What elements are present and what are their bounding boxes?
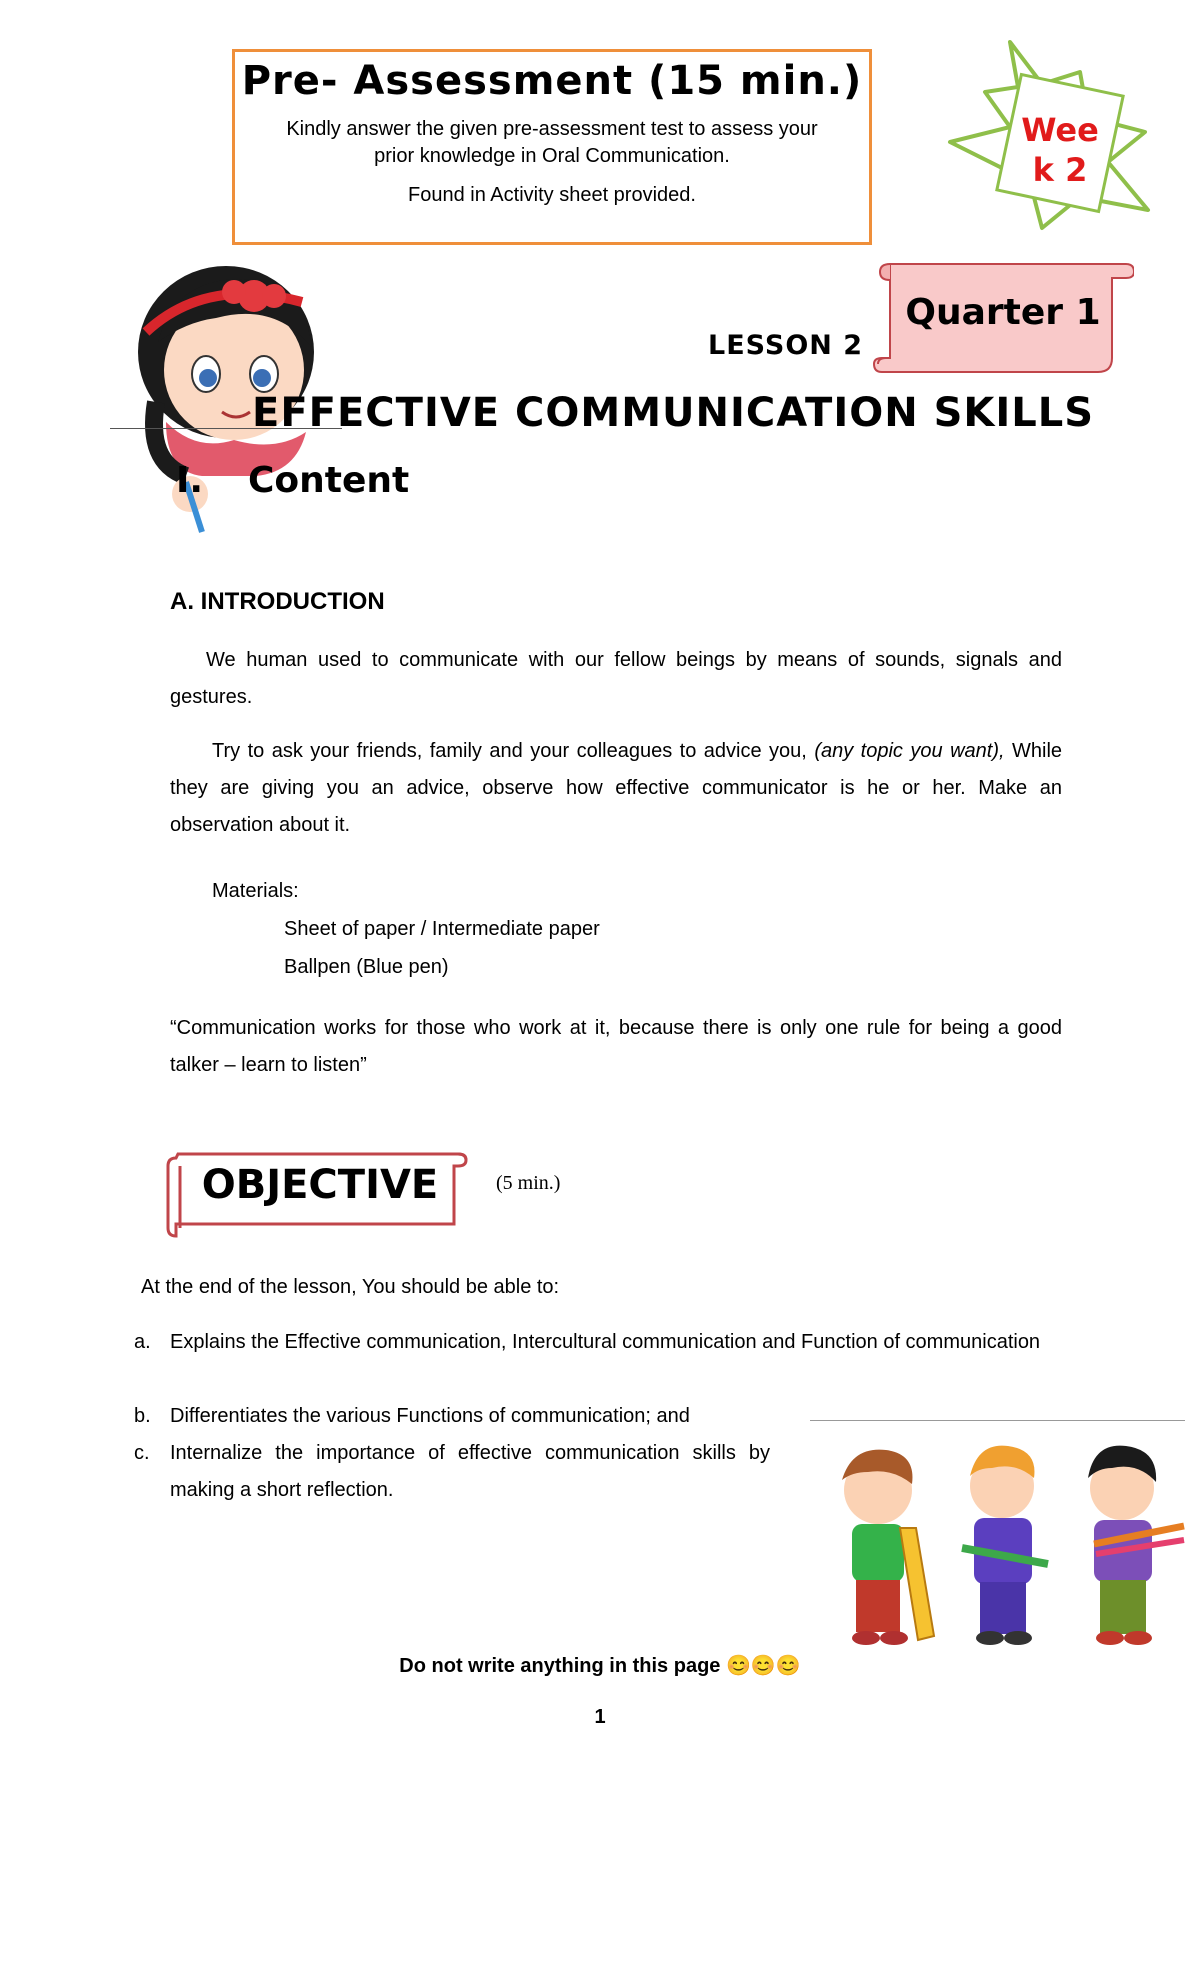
week-label [1010, 110, 1110, 190]
objective-item-text: Internalize the importance of effective communication skills by making a short reflection. [170, 1442, 770, 1501]
material-item: Ballpen (Blue pen) [284, 956, 449, 978]
page-number: 1 [594, 1706, 606, 1728]
intro-paragraph-2-italic: (any topic you want), [814, 740, 1005, 762]
footer-note: Do not write anything in this page 😊😊😊 [399, 1655, 801, 1677]
intro-paragraph-2 [170, 733, 1062, 844]
objective-item-text: Differentiates the various Functions of communication; and [170, 1405, 690, 1427]
pre-assessment-description: Kindly answer the given pre-assessment test to assess your prior knowledge in Oral Communication. [286, 118, 818, 167]
lesson-label: LESSON 2 [708, 330, 864, 361]
section-number: I. [176, 460, 204, 501]
pre-assessment-box [232, 49, 872, 245]
material-item: Sheet of paper / Intermediate paper [284, 918, 600, 940]
three-boys-illustration [812, 1428, 1188, 1660]
week-label-line1: Wee [1021, 111, 1099, 149]
materials-label: Materials: [212, 880, 299, 902]
pre-assessment-title: Pre- Assessment (15 min.) [241, 58, 863, 104]
objective-item-marker: c. [134, 1442, 150, 1464]
objective-label: OBJECTIVE [201, 1162, 439, 1208]
main-title: EFFECTIVE COMMUNICATION SKILLS [252, 390, 1095, 436]
introduction-heading: A. INTRODUCTION [170, 588, 385, 615]
intro-paragraph-1: We human used to communicate with our fellow beings by means of sounds, signals and gestures. [170, 649, 1062, 708]
objective-item-text: Explains the Effective communication, Intercultural communication and Function of communication [170, 1331, 1041, 1353]
section-title: Content [248, 460, 410, 501]
objective-time: (5 min.) [496, 1172, 561, 1194]
intro-paragraph-2-end: While they are giving you an advice, observe how effective communicator is he or her. Make an observation about it. [170, 740, 1063, 836]
intro-paragraph-2-start: Try to ask your friends, family and your colleagues to advice you, [212, 740, 815, 762]
objective-item-marker: a. [134, 1331, 151, 1353]
quote: “Communication works for those who work at it, because there is only one rule for being a good talker – learn to listen” [170, 1017, 1062, 1076]
quarter-label: Quarter 1 [905, 292, 1101, 333]
week-label-line2: k 2 [1032, 151, 1088, 189]
pre-assessment-found-note: Found in Activity sheet provided. [408, 184, 696, 206]
objective-item-marker: b. [134, 1405, 151, 1427]
objective-intro: At the end of the lesson, You should be able to: [141, 1276, 560, 1298]
illustration-rule [810, 1420, 1185, 1421]
